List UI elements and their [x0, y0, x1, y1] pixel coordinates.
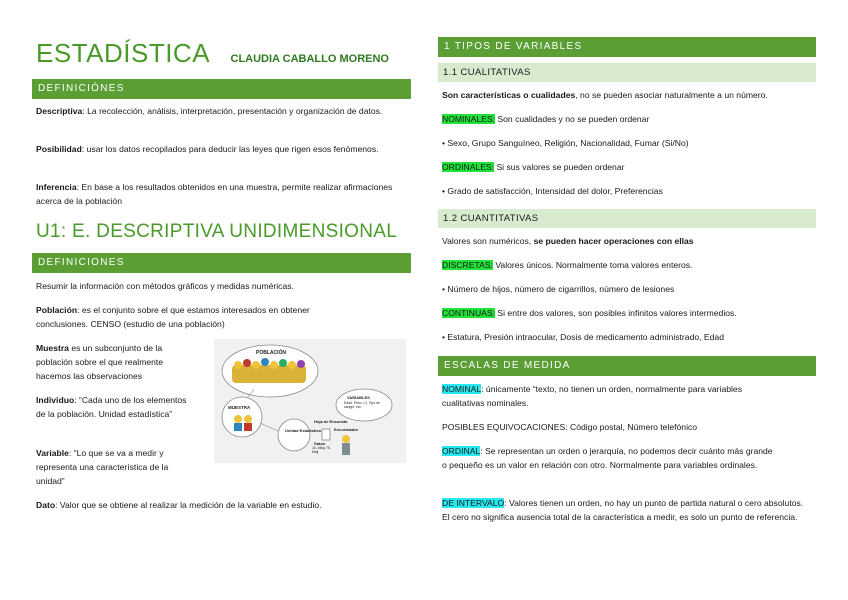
- page-header: [36, 38, 389, 69]
- continuas-examples: • Estatura, Presión intraocular, Dosis de medicamento administrado, Edad: [442, 332, 724, 342]
- unit-circle: [278, 419, 310, 451]
- nominal-text: : únicamente “texto, no tienen un orden, normalmente para variables cualitativas nominales.: [442, 384, 742, 408]
- text-muestra: es un subconjunto de la población sobre el que realmente hacemos las observaciones: [36, 343, 164, 381]
- def-resumir: Resumir la información con métodos gráficos y medidas numéricas.: [36, 281, 294, 291]
- label-muestra: MUESTRA: [228, 405, 251, 410]
- nominales-examples: • Sexo, Grupo Sanguíneo, Religión, Nacionalidad, Fumar (Si/No): [442, 138, 689, 148]
- term-inferencia: Inferencia: [36, 182, 77, 192]
- discretas-label: DISCRETAS:: [442, 260, 493, 270]
- text-individuo: : “Cada uno de los elementos de la población. Unidad estadística”: [36, 395, 187, 419]
- u1-heading: U1: E. DESCRIPTIVA UNIDIMENSIONAL: [36, 221, 398, 242]
- datos-text-box: [312, 446, 334, 458]
- discretas-examples: • Número de hijos, número de cigarrillos, número de lesiones: [442, 284, 675, 294]
- def-posibilidad: [36, 142, 408, 156]
- tipos-variables-bar: 1 TIPOS DE VARIABLES: [438, 37, 816, 57]
- continuas-label: CONTINUAS:: [442, 308, 495, 318]
- intervalo-text: : Valores tienen un orden, no hay un punto de partida natural o cero absolutos. El cero no significa ausencia total de la característica a medir, es solo un punto de referencia.: [442, 498, 804, 522]
- author-name: CLAUDIA CABALLO MORENO: [230, 53, 389, 65]
- label-hoja: Hoja de Encuesta: [314, 419, 348, 424]
- def-dato: [36, 498, 408, 512]
- interviewer-icon: [342, 435, 350, 455]
- term-dato: Dato: [36, 500, 56, 510]
- def-individuo: [36, 393, 196, 421]
- discretas-text: Valores únicos. Normalmente toma valores enteros.: [492, 260, 693, 270]
- label-variables: VARIABLES: [347, 395, 370, 400]
- definiciones-bar-2: DEFINICIONES: [32, 253, 411, 273]
- nominal-scale: [442, 382, 770, 410]
- ordinales-line: [442, 160, 816, 174]
- cuantitativas-bar: 1.2 CUANTITATIVAS: [438, 209, 816, 228]
- illustration-svg: [214, 339, 406, 463]
- term-variable: Variable: [36, 448, 69, 458]
- term-poblacion: Población: [36, 305, 78, 315]
- cualitativas-bar: 1.1 CUALITATIVAS: [438, 63, 816, 82]
- nominales-text: Son cualidades y no se pueden ordenar: [495, 114, 650, 124]
- cualitativas-intro-rest: , no se pueden asociar naturalmente a un número.: [575, 90, 768, 100]
- survey-sheet-icon: [322, 429, 330, 440]
- cuantitativas-intro: [442, 234, 816, 248]
- definiciones-bar: DEFINICIÓNES: [32, 79, 411, 99]
- term-posibilidad: Posibilidad: [36, 144, 82, 154]
- population-sample-illustration: [214, 339, 406, 463]
- label-poblacion: POBLACIÓN: [256, 350, 286, 356]
- nominales-label: NOMINALES:: [442, 114, 496, 124]
- term-descriptiva: Descriptiva: [36, 106, 83, 116]
- text-posibilidad: : usar los datos recopilados para deducir las leyes que rigen esos fenómenos.: [81, 144, 379, 154]
- label-datos-text: 15, 45kg 75, Maij: [312, 446, 331, 454]
- text-descriptiva: : La recolección, análisis, interpretación, presentación y organización de datos.: [82, 106, 383, 116]
- cualitativas-intro: [442, 88, 816, 102]
- discretas-line: [442, 258, 816, 272]
- intervalo-label: DE INTERVALO: [442, 498, 505, 508]
- cuantitativas-intro-bold: se pueden hacer operaciones con ellas: [533, 236, 694, 246]
- ordinales-text: Si sus valores se pueden ordenar: [494, 162, 625, 172]
- label-unidad: Unidad Estadística: [285, 428, 321, 433]
- def-descriptiva: [36, 104, 408, 118]
- continuas-text: Si entre dos valores, son posibles infinitos valores intermedios.: [495, 308, 737, 318]
- ordinal-scale: [442, 444, 778, 472]
- term-individuo: Individuo: [36, 395, 75, 405]
- nominales-line: [442, 112, 816, 126]
- def-variable: [36, 446, 196, 488]
- posibles-equivocaciones: POSIBLES EQUIVOCACIONES: Código postal, Número telefónico: [442, 422, 698, 432]
- label-datos: Datos: [314, 441, 326, 446]
- term-muestra: Muestra: [36, 343, 69, 353]
- ordinales-label: ORDINALES:: [442, 162, 495, 172]
- ordinal-label: ORDINAL: [442, 446, 481, 456]
- nominal-label: NOMINAL: [442, 384, 482, 394]
- def-muestra: [36, 341, 192, 383]
- continuas-line: [442, 306, 816, 320]
- intervalo-scale: [442, 496, 810, 524]
- label-variables-text: Edad, Peso, CI, Tipo de sangre, etc.: [344, 401, 380, 409]
- text-inferencia: : En base a los resultados obtenidos en una muestra, permite realizar afirmaciones acerca de la población: [36, 182, 393, 206]
- escalas-bar: ESCALAS DE MEDIDA: [438, 356, 816, 376]
- label-encuestador: Encuestador: [334, 427, 359, 432]
- ordinal-text: : Se representan un orden o jerarquía, no podemos decir cuánto más grande o pequeño es un valor en relación con otro. Normalmente para variables ordinales.: [442, 446, 773, 470]
- text-dato: : Valor que se obtiene al realizar la medición de la variable en estudio.: [55, 500, 322, 510]
- def-poblacion: [36, 303, 356, 331]
- cualitativas-intro-bold: Son características o cualidades: [442, 90, 576, 100]
- text-variable: : “Lo que se va a medir y representa una característica de la unidad”: [36, 448, 169, 486]
- variables-text-box: [344, 401, 388, 415]
- page-title: ESTADÍSTICA: [36, 38, 211, 68]
- def-inferencia: [36, 180, 408, 208]
- ordinales-examples: • Grado de satisfacción, Intensidad del dolor, Preferencias: [442, 186, 663, 196]
- text-poblacion: : es el conjunto sobre el que estamos interesados en obtener conclusiones. CENSO (estudio de una población): [36, 305, 310, 329]
- cuantitativas-intro-text: Valores son numéricos,: [442, 236, 534, 246]
